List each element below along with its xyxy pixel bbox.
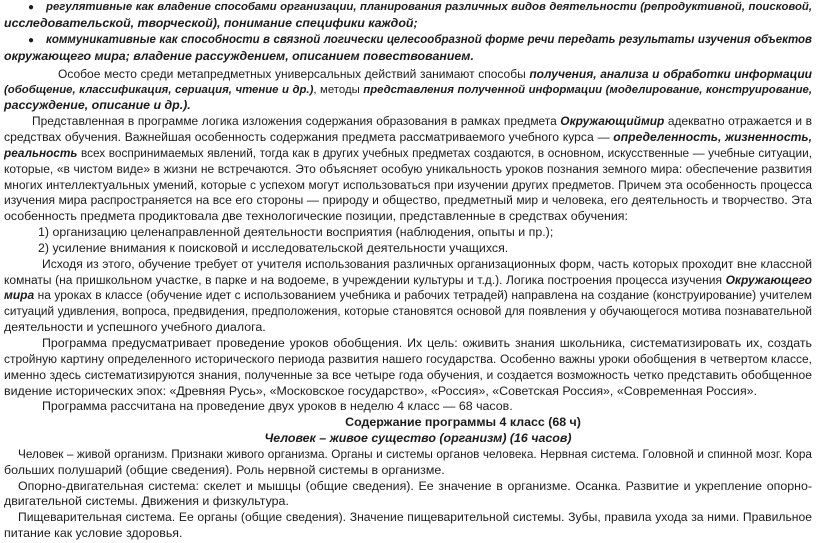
paragraph-metasubject-line3: рассуждение, описание и др.). (4, 98, 191, 113)
bullet-item-communicative: ● коммуникативные как способности в связной логически целесообразной форме речи передать результаты изучения объектов (46, 31, 812, 50)
bullet-item-regulative-continuation: исследовательской, творческой), понимание специфики каждой; (4, 15, 418, 30)
paragraph-musculoskeletal-line2: двигательной системы. Движения и физкультура. (4, 494, 289, 509)
paragraph-logic-line2: средствах обучения. Важнейшая особенность содержания предмета рассматриваемого учебного курса — определенность, жизненность, (4, 130, 812, 144)
paragraph-logic-line5: многих интеллектуальных умений, которые с успехом могут использоваться при изучении других предметов. Причем эта особенность процесса (4, 177, 812, 192)
bullet-item-communicative-continuation: окружающего мира; владение рассуждением, описанием повествованием. (4, 49, 474, 64)
paragraph-forms-line4: ситуаций удивления, вопроса, предвидения, предположения, которые становятся основой для появления у обучающегося мотива познавательной (4, 305, 812, 319)
bullet-icon: ● (28, 35, 35, 47)
paragraph-forms: Исходя из этого, обучение требует от учителя использования различных организационных форм, часть которых проходит вне классной (42, 256, 812, 271)
paragraph-logic-line6: изучения мира распространяется на все его стороны — природу и общество, предметный мир и человека, его деятельность и творчество. Эта (4, 193, 812, 208)
paragraph-metasubject-line2: (обобщение, классификация, сериация, чтение и др.), методы представления полученной информации (моделирование, конструирование, (4, 83, 813, 96)
paragraph-forms-line3: мира на уроках в классе (обучение идет с использованием учебника и рабочих тетрадей) направлена на создание (конструирование) учителем (4, 288, 812, 303)
program-heading: Содержание программы 4 класс (68 ч) (345, 415, 581, 430)
paragraph-generalization-line4: видение исторических эпох: «Древняя Русь», «Московское государство», «Россия», «Советская Россия», «Современная Россия». (4, 383, 758, 398)
bullet-icon: ● (28, 2, 35, 13)
paragraph-logic: Представленная в программе логика изложения содержания образования в рамках предмета Окружающиймир адекватно отражается и в (32, 114, 812, 129)
paragraph-living-organism: Человек – живой организм. Признаки живого организма. Органы и системы органов человека. Нервная система. Головной и спинной мозг. Кора (18, 447, 812, 461)
paragraph-generalization-line2: стройную картину определенного исторического периода развития нашего государства. Особенно важны уроки обобщения в четвертом классе, (4, 351, 812, 366)
paragraph-generalization-line3: именно здесь систематизируются знания, полученные за все четыре года обучения, и создается возможность четко представить обобщенное (4, 367, 812, 382)
paragraph-logic-line3: реальность всех воспринимаемых явлений, тогда как в других учебных предметах создаются, в основном, искусственные — учебные ситуации, (4, 145, 812, 160)
paragraph-hours: Программа рассчитана на проведение двух уроков в неделю 4 класс — 68 часов. (42, 399, 513, 414)
paragraph-forms-line5: деятельности и успешного учебного диалога. (4, 320, 266, 335)
paragraph-metasubject: Особое место среди метапредметных универсальных действий занимают способы получения, анализа и обработки информации (58, 66, 812, 81)
paragraph-logic-line7: особенность предмета продиктовала две технологические позиции, представленные в средствах обучения: (4, 209, 628, 224)
list-item-1: 1) организацию целенаправленной деятельности восприятия (наблюдения, опыты и пр.); (38, 225, 554, 240)
section-subheading: Человек – живое существо (организм) (16 часов) (264, 431, 572, 445)
paragraph-living-organism-line2: больших полушарий (общие сведения). Роль нервной системы в организме. (4, 462, 445, 477)
bullet-item-regulative: ● регулятивные как владение способами организации, планирования различных видов деятельности (репродуктивной, поисковой, (46, 0, 812, 17)
paragraph-generalization: Программа предусматривает проведение уроков обобщения. Их цель: оживить знания школьника, систематизировать их, создать (42, 335, 812, 350)
list-item-2: 2) усиление внимания к поисковой и исследовательской деятельности учащихся. (38, 240, 509, 255)
paragraph-logic-line4: которые, «в чистом виде» в жизни не встречаются. Это объясняет особую уникальность уроков познания земного мира: обеспечение развития (4, 161, 812, 176)
paragraph-digestive-line2: питание как условие здоровья. (4, 526, 183, 540)
paragraph-forms-line2: комнаты (на пришкольном участке, в парке и на водоеме, в учреждении культуры и т.д.). Логика построения процесса изучения Окружающего (4, 272, 812, 287)
paragraph-musculoskeletal: Опорно-двигательная система: скелет и мышцы (общие сведения). Ее значение в организме. Осанка. Развитие и укрепление опорно- (18, 478, 812, 493)
paragraph-digestive: Пищеварительная система. Ее органы (общие сведения). Значение пищеварительной системы. Зубы, правила ухода за ними. Правильное (18, 510, 812, 525)
